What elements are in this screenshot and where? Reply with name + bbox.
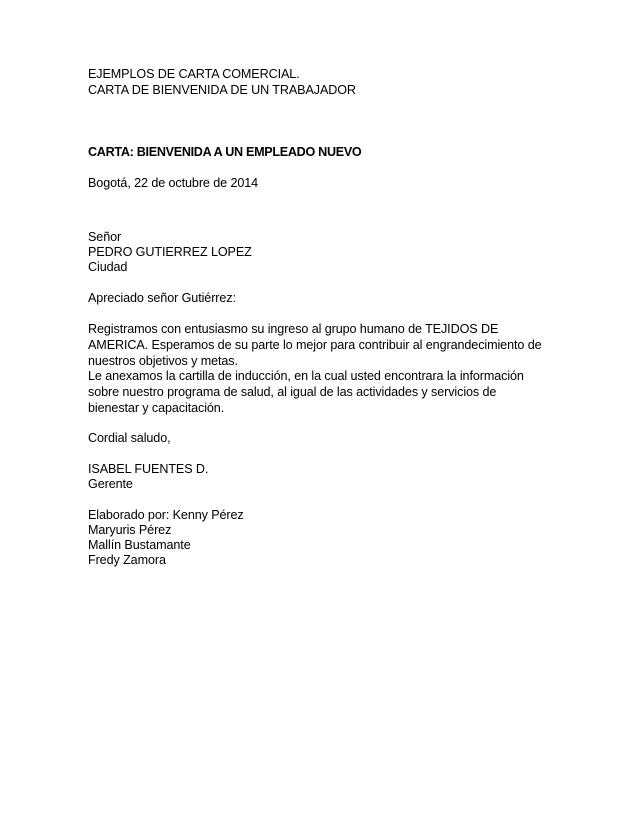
letter-date: Bogotá, 22 de octubre de 2014: [88, 176, 259, 190]
closing: Cordial saludo,: [88, 431, 171, 445]
prepared-by-line: Maryuris Pérez: [88, 523, 172, 537]
header-line-1: EJEMPLOS DE CARTA COMERCIAL.: [88, 67, 300, 81]
signature-name: ISABEL FUENTES D.: [88, 462, 209, 476]
letter-title: CARTA: BIENVENIDA A UN EMPLEADO NUEVO: [88, 145, 362, 159]
body-line: Registramos con entusiasmo su ingreso al grupo humano de TEJIDOS DE: [88, 322, 499, 336]
body-line: bienestar y capacitación.: [88, 401, 225, 415]
body-line: nuestros objetivos y metas.: [88, 354, 238, 368]
header-line-2: CARTA DE BIENVENIDA DE UN TRABAJADOR: [88, 83, 356, 97]
recipient-city: Ciudad: [88, 260, 128, 274]
body-line: sobre nuestro programa de salud, al igual de las actividades y servicios de: [88, 385, 497, 399]
signature-role: Gerente: [88, 477, 133, 491]
body-line: Le anexamos la cartilla de inducción, en la cual usted encontrara la información: [88, 369, 524, 383]
recipient-salutation: Señor: [88, 230, 122, 244]
prepared-by-line: Fredy Zamora: [88, 553, 166, 567]
body-line: AMERICA. Esperamos de su parte lo mejor para contribuir al engrandecimiento de: [88, 338, 542, 352]
recipient-name: PEDRO GUTIERREZ LOPEZ: [88, 245, 252, 259]
prepared-by-line: Elaborado por: Kenny Pérez: [88, 508, 244, 522]
greeting: Apreciado señor Gutiérrez:: [88, 291, 236, 305]
prepared-by-line: Mallín Bustamante: [88, 538, 191, 552]
